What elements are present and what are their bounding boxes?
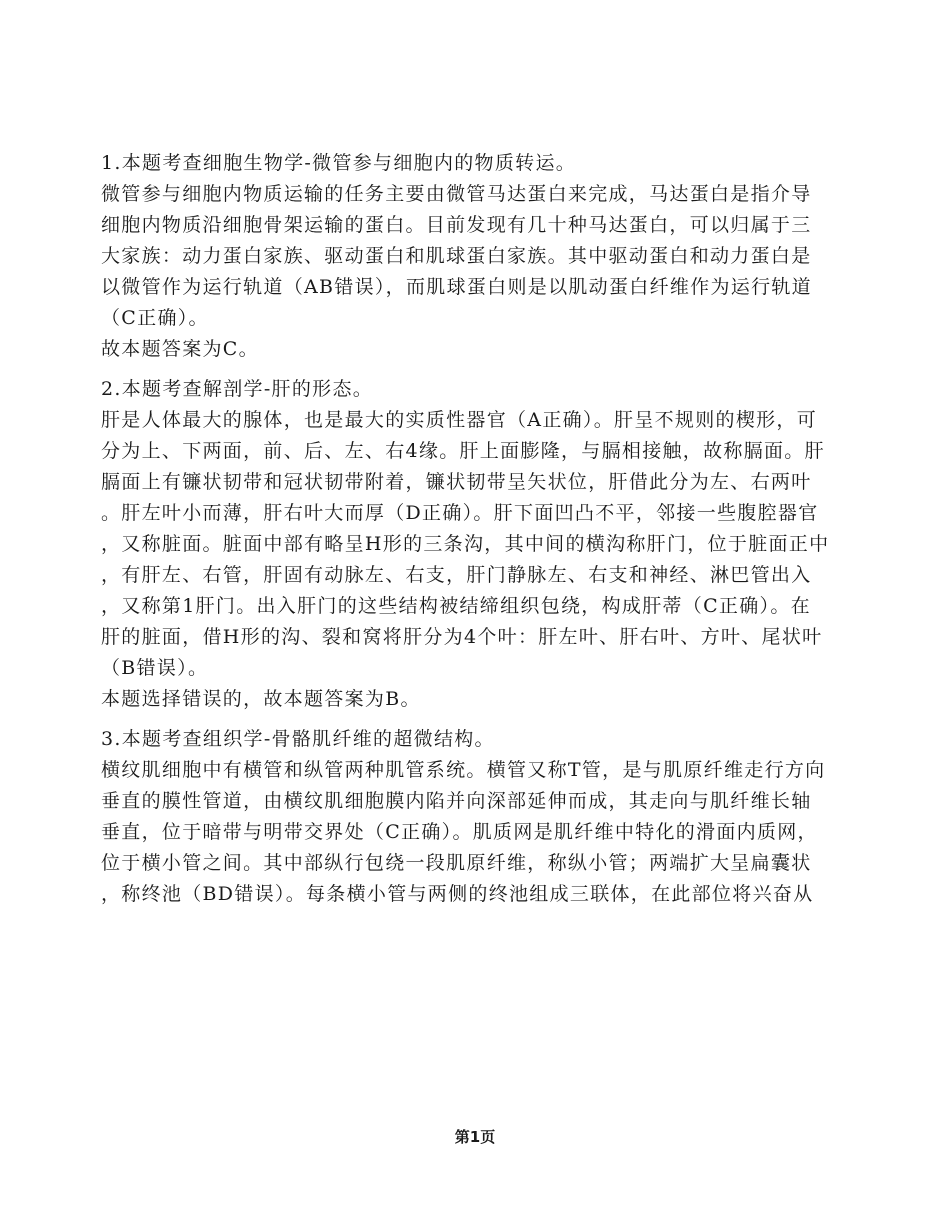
question-1-answer: 故本题答案为C。 xyxy=(101,338,259,360)
text-line: 大家族：动力蛋白家族、驱动蛋白和肌球蛋白家族。其中驱动蛋白和动力蛋白是 xyxy=(101,245,812,267)
text-line: 细胞内物质沿细胞骨架运输的蛋白。目前发现有几十种马达蛋白，可以归属于三 xyxy=(101,214,812,236)
page-number: 第1页 xyxy=(454,1128,496,1146)
text-line: ，有肝左、右管，肝固有动脉左、右支，肝门静脉左、右支和神经、淋巴管出入 xyxy=(101,564,812,586)
question-2-explanation xyxy=(101,374,871,715)
question-1-heading: 1.本题考查细胞生物学-微管参与细胞内的物质转运。 xyxy=(101,152,577,174)
question-3-explanation xyxy=(101,724,871,910)
text-line: ，又称第1肝门。出入肝门的这些结构被结缔组织包绕，构成肝蒂（C正确）。在 xyxy=(101,595,811,617)
text-line: （C正确）。 xyxy=(101,307,209,329)
text-line: ，又称脏面。脏面中部有略呈H形的三条沟，其中间的横沟称肝门，位于脏面正中 xyxy=(101,533,830,555)
text-line: ，称终池（BD错误）。每条横小管与两侧的终池组成三联体，在此部位将兴奋从 xyxy=(101,883,814,905)
question-2-heading: 2.本题考查解剖学-肝的形态。 xyxy=(101,378,374,400)
text-line: 垂直的膜性管道，由横纹肌细胞膜内陷并向深部延伸而成，其走向与肌纤维长轴 xyxy=(101,790,812,812)
text-line: 膈面上有镰状韧带和冠状韧带附着，镰状韧带呈矢状位，肝借此分为左、右两叶 xyxy=(101,471,812,493)
text-line: 分为上、下两面，前、后、左、右4缘。肝上面膨隆，与膈相接触，故称膈面。肝 xyxy=(101,440,825,462)
question-3-heading: 3.本题考查组织学-骨骼肌纤维的超微结构。 xyxy=(101,728,495,750)
text-line: 以微管作为运行轨道（AB错误），而肌球蛋白则是以肌动蛋白纤维作为运行轨道 xyxy=(101,276,812,298)
text-line: （B错误）。 xyxy=(101,657,209,679)
text-line: 微管参与细胞内物质运输的任务主要由微管马达蛋白来完成，马达蛋白是指介导 xyxy=(101,183,812,205)
text-line: 垂直，位于暗带与明带交界处（C正确）。肌质网是肌纤维中特化的滑面内质网， xyxy=(101,821,818,843)
text-line: 。肝左叶小而薄，肝右叶大而厚（D正确）。肝下面凹凸不平，邻接一些腹腔器官 xyxy=(101,502,819,524)
text-line: 肝的脏面，借H形的沟、裂和窝将肝分为4个叶：肝左叶、肝右叶、方叶、尾状叶 xyxy=(101,626,823,648)
text-line: 位于横小管之间。其中部纵行包绕一段肌原纤维，称纵小管；两端扩大呈扁囊状 xyxy=(101,852,812,874)
answer-explanations xyxy=(101,148,871,919)
question-1-explanation xyxy=(101,148,871,365)
question-2-answer: 本题选择错误的，故本题答案为B。 xyxy=(101,688,421,710)
text-line: 肝是人体最大的腺体，也是最大的实质性器官（A正确）。肝呈不规则的楔形，可 xyxy=(101,409,818,431)
text-line: 横纹肌细胞中有横管和纵管两种肌管系统。横管又称T管，是与肌原纤维走行方向 xyxy=(101,759,826,781)
